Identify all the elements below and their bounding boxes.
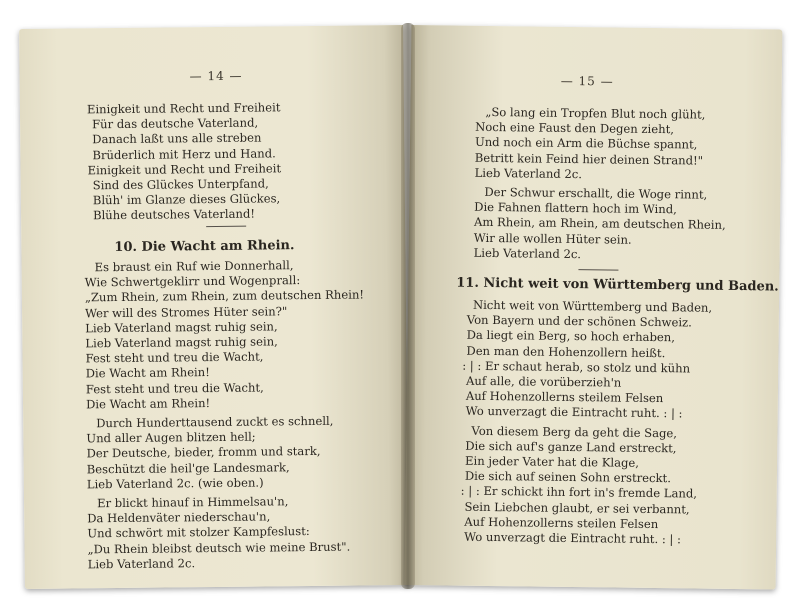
stanza (85, 257, 367, 572)
verse-line: Von Bayern und der schönen Schweiz. (466, 312, 692, 330)
verse-line: Ein jeder Vater hat die Klage, (465, 453, 640, 470)
verse-line: Auf Hohenzollerns steilen Felsen (464, 514, 659, 531)
verse-line: Lieb Vaterland 2c. (474, 165, 583, 181)
verse-line: Lieb Vaterland magst ruhig sein, (85, 319, 278, 336)
right-page (405, 25, 783, 589)
verse-line: Durch Hunderttausend zuckt es schnell, (96, 413, 334, 431)
verse-line: Von diesem Berg da geht die Sage, (471, 423, 678, 440)
verse-line: Auf Hohenzollerns steilem Felsen (465, 388, 664, 406)
verse-line: Lieb Vaterland 2c. (87, 556, 196, 572)
verse-line: Wie Schwertgeklirr und Wogenprall: (84, 273, 301, 290)
verse-line: Die sich auf seinen Sohn erstreckt. (464, 468, 672, 486)
divider-rule (206, 226, 246, 227)
verse-line: Auf alle, die vorüberzieh'n (465, 373, 622, 390)
verse-line: Der Deutsche, bieder, fromm und stark, (86, 444, 321, 461)
verse-line: Nicht weit von Württemberg und Baden, (472, 297, 713, 315)
verse-line: „So lang ein Tropfen Blut noch glüht, (485, 104, 706, 122)
page-number-left: — 14 — (189, 68, 243, 84)
verse-line: Betritt kein Feind hier deinen Strand!" (474, 150, 704, 168)
verse-line: Er blickt hinauf in Himmelsau'n, (96, 494, 289, 511)
verse-line: Den man den Hohenzollern heißt. (466, 343, 666, 360)
verse-line: Die sich auf's ganze Land erstreckt, (465, 438, 677, 456)
verse-line: : | : Er schaut herab, so stolz und kühn (462, 358, 691, 376)
verse-line: Am Rhein, am Rhein, am deutschen Rhein, (473, 215, 726, 233)
verse-line: Da Heldenväter niederschau'n, (87, 509, 271, 526)
verse-line: Einigkeit und Recht und Freiheit (87, 161, 282, 178)
verse-line: Fest steht und treu die Wacht, (85, 380, 264, 396)
verse-line: : | : Er schickt ihn fort in's fremde Land, (460, 484, 698, 501)
intro-verse (87, 100, 282, 224)
verse-line: Wir alle wollen Hüter sein. (473, 230, 632, 247)
verse-line: „Du Rhein bleibst deutsch wie meine Brust". (87, 539, 351, 557)
verse-line: Einigkeit und Recht und Freiheit (86, 100, 281, 117)
verse-line: Wer will des Stromes Hüter sein?" (84, 303, 288, 320)
verse-line: Lieb Vaterland 2c. (473, 245, 582, 261)
open-songbook (22, 25, 779, 585)
verse-line: Beschützt die heil'ge Landesmark, (86, 459, 290, 476)
verse-line: Für das deutsche Vaterland, (92, 115, 259, 132)
verse-line: Wo unverzagt die Eintracht ruht. : | : (464, 529, 682, 547)
verse-line: Die Fahnen flattern hoch im Wind, (474, 200, 677, 217)
verse-line: Noch eine Faust den Degen zieht, (475, 120, 675, 137)
left-page (19, 25, 409, 589)
verse-line: Und schwört mit stolzer Kampfeslust: (87, 524, 310, 541)
verse-line: Und noch ein Arm die Büchse spannt, (474, 135, 698, 152)
verse-line: Es braust ein Ruf wie Donnerhall, (94, 258, 294, 275)
verse-line: Lieb Vaterland magst ruhig sein, (85, 334, 278, 351)
song-title: 11. Nicht weit von Württemberg und Baden. (456, 275, 779, 295)
song-title: 10. Die Wacht am Rhein. (114, 238, 295, 256)
verse-line: Die Wacht am Rhein! (85, 395, 211, 412)
verse-line: Blüh' im Glanze dieses Glückes, (92, 191, 281, 208)
verse-line: Fest steht und treu die Wacht, (85, 349, 264, 366)
verse-line: Sind des Glückes Unterpfand, (92, 176, 269, 193)
verse-line: „Zum Rhein, zum Rhein, zum deutschen Rhein! (84, 287, 365, 305)
stanza (460, 298, 712, 548)
stanza (474, 105, 728, 264)
verse-line: Wo unverzagt die Eintracht ruht. : | : (465, 404, 683, 421)
verse-line: Und aller Augen blitzen hell; (86, 429, 256, 446)
page-number-right: — 15 — (560, 73, 614, 89)
verse-line: Die Wacht am Rhein! (85, 365, 210, 381)
verse-line: Danach laßt uns alle streben (92, 130, 262, 147)
verse-line: Lieb Vaterland 2c. (wie oben.) (86, 475, 264, 492)
book-spine-gutter (401, 23, 415, 589)
verse-line: Blühe deutsches Vaterland! (92, 206, 256, 223)
verse-line: Da liegt ein Berg, so hoch erhaben, (466, 328, 676, 345)
verse-line: Brüderlich mit Herz und Hand. (92, 145, 276, 162)
verse-line: Der Schwur erschallt, die Woge rinnt, (484, 184, 708, 202)
divider-rule (578, 269, 618, 270)
verse-line: Sein Liebchen glaubt, er sei verbannt, (464, 499, 690, 517)
